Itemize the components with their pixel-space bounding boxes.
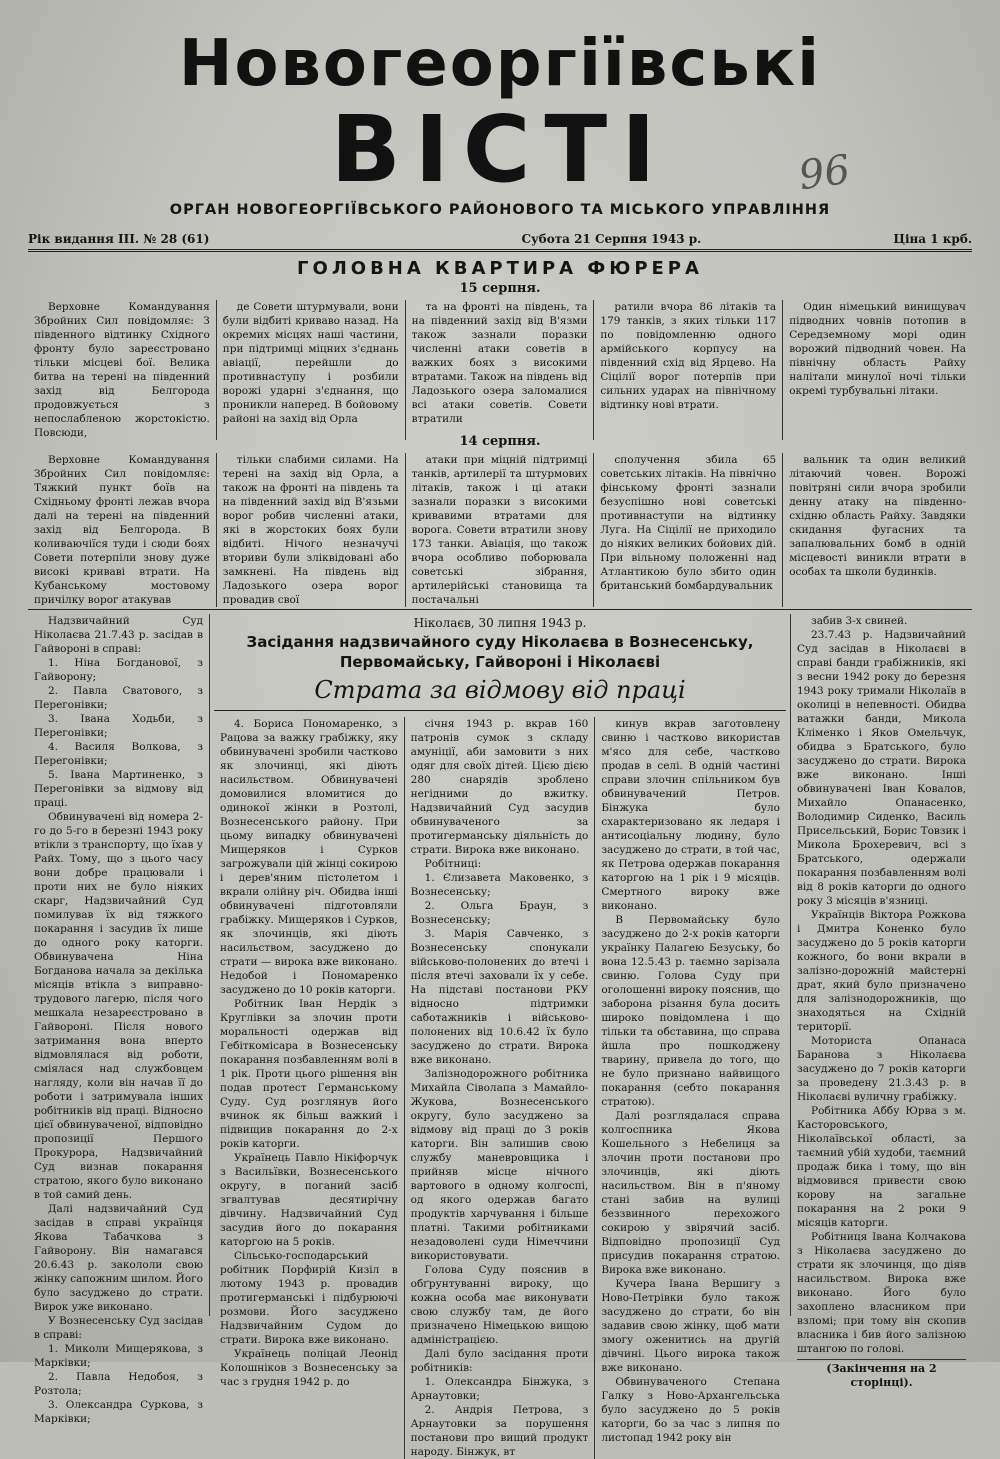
hq-title: ГОЛОВНА КВАРТИРА ФЮРЕРА (297, 258, 703, 279)
court-section (28, 614, 972, 1458)
hq-column: вальник та один великий літаючий човен. Ворожі повітряні сили вчора зробили денну атаку на південно-східню область Райху. Завдяки скидання фугасних та запалювальних бомб в одній місцевості виникли втрати в особах та школи будинків. (789, 454, 966, 578)
hq-date-2: 14 серпня. (459, 434, 541, 449)
handwritten-number: 96 (796, 146, 853, 200)
hq-column: Верховне Командування Збройних Сил повідомляє: Тяжкий пункт боїв на Східньому фронті лежав вчора далі на терені на південний захід від Белгорода. В коливаючіїся туди і сюди боях Совети потерпіли знову дуже високі криваві втрати. На Кубанському мостовому причілку ворог атакував (28, 453, 217, 607)
hq-block-1 (28, 300, 972, 439)
court-center (210, 614, 790, 1458)
court-title: Засідання надзвичайного суду Ніколаєва в Вознесенську, Первомайську, Гайвороні і Ніколаєві (246, 633, 754, 671)
issue-price: Ціна 1 крб. (893, 232, 972, 246)
court-right-column: забив 3-х свиней. 23.7.43 р. Надзвичайний Суд засідав в Ніколаєві в справі банди грабіжників, які з весни 1942 року до березня 1943 року тримали Ніколаїв в околиці в непевності. Обидва ватажки банди, Микола Кліменко і Яков Омельчук, обидва з Братського, було засуджено до страти. Вирока вже виконано. Інші обвинувачені Іван Ковалов, Михайло Опанасенко, Володимир Сиденко, Василь Присельський, Борис Товзик і Микола Брохеревич, всі з Братського, одержали покарання позбавленням волі від 8 років каторги до одного року 3 місяців в'язниці. Українців Віктора Рожкова і Дмитра Коненко було засуджено до 5 років каторги кожного, бо вони вкрали в залізно-дорожній майстерні драт, який було призначено для залізнодорожників, що знаходяться на Східній території. Моториста Опанаса Баранова з Ніколаєва засуджено до 7 років каторги за проведену 21.3.43 р. в Ніколаєві вуличну грабіжку. Робітника Аббу Юрва з м. Касторовського, Ніколаївської області, за таємний убій худоби, таємний продаж бика і тому, що він відмовився привести свою корову на загальне покарання на 2 роки 9 місяців каторги. Робітниця Івана Колчакова з Ніколаєва засуджено до страти як злочинця, що діяв насильством. Вирока вже виконано. Його було захоплено власником при взломі; при тому він скопив власника і бив його залізною штангою по голові. (Закінчення на 2 сторінці). (790, 614, 972, 1316)
masthead-title: ВІСТІ (330, 96, 670, 203)
court-subtitle: Страта за відмову від праці (214, 676, 786, 711)
court-place-date: Ніколаєв, 30 липня 1943 р. (413, 616, 587, 630)
hq-column: де Совети штурмували, вони були відбиті криваво назад. На окремих місцях наші частини, при підтримці міцних з'єднань авіації, перейшли до противнаступу і розбили ворожі ударні з'єднання, що проникли наперед. В бойовому районі на захід від Орла (217, 300, 406, 440)
court-column: 4. Бориса Пономаренко, з Рацова за важку грабіжку, яку обвинувачені зробили частково як злочинці, які діють насильством. Обвинувачені домовилися вломитися до одинокої жінки в Розтолі, Вознесенського району. При цьому випадку обвинувачені Мищеряков і Сурков загрожували цій жінці сокирою і дерев'яним пістолетом і вкрали олійну річ. Обидва інші обвинувачені підготовляли грабіжку. Мищеряков і Сурков, як злочинців, які діють насильством, засуджено до страти — вирока вже виконано. Недобой і Пономаренко засуджено до 10 років каторги. Робітник Іван Нердік з Круглівки за злочин проти моральності одержав від Гебіткомісара в Вознесенську покарання позбавленням волі в 1 рік. Проти цього рішення він подав протест Германському Суду. Суд розглянув його вчинок як більш важкий і підвищив покарання до 2-х років каторги. Українець Павло Нікіфорчук з Васильївки, Вознесенського округу, в поганий засіб згвалтував десятирічну дівчину. Надзвичайний Суд засудив його до покарання каторгою на 5 років. Сільсько-господарський робітник Порфирій Кизіл в лютому 1943 р. провадив протигерманські і підбурюючі розмови. Його засуджено Надзвичайним Судом до страти. Вирока вже виконано. Українець поліцай Леонід Колошніков з Вознесенську за час з грудня 1942 р. до (214, 717, 405, 1459)
court-column: кинув вкрав заготовлену свиню і частково використав м'ясо для себе, частково продав в селі. В одній частині справи злочин спільником був обвинувачений Петров. Бінжука було схарактеризовано як ледаря і антисоціальну людину, було засуджено до страти, в той час, як Петрова одержав покарання каторгою на 1 рік і 9 місяців. Смертного вироку вже виконано. В Первомайську було засуджено до 2-х років каторги українку Палагею Безуську, бо вона 12.5.43 р. таємно зарізала свиню. Голова Суду при оголошенні вироку пояснив, що заборона різання була досить широко повідомлена і що тільки та обставина, що справа йшла про пошкоджену тварину, привела до того, що не було признано найвищого покарання (себто покарання стратою). Далі розглядалася справа колгоспника Якова Кошельного з Небелиця за злочин проти постанови про злочинців, які діють насильством. Він в п'яному стані забив на вулиці беззвинного перехожого сокирою у звірячий засіб. Відповідно пропозиції Суд присудив покарання стратою. Вирока вже виконано. Кучера Івана Вершигу з Ново-Петрівки було також засуджено до страти, бо він задавив свою жінку, щоб мати змогу оженитись на другій дівчині. Цього вирока також вже виконано. Обвинуваченого Степана Галку з Ново-Архангельська було засуджено до 5 років каторги, бо за час з липня по листопад 1942 року він (601, 718, 780, 1444)
court-column: січня 1943 р. вкрав 160 патронів сумок з складу амуніції, аби замовити з них одяг для своїх дітей. Цією дією 280 снарядів зроблено негідними до вжитку. Надзвичайний Суд засудив обвинуваченого за протигерманську діяльність до страти. Вирока вже виконано. Робітниці: 1. Єлизавета Маковенко, з Вознесенську; 2. Ольга Браун, з Вознесенську; 3. Марія Савченко, з Вознесенську спонукали військово-полонених до втечі і після втечі заховали їх у себе. На підставі постанови РКУ відносно підтримки саботажників і військово-полонених від 10.6.42 їх було засуджено до страти. Вирока вже виконано. Залізнодорожного робітника Михайла Сіволапа з Мамайло-Жукова, Вознесенського округу, було засуджено за відмову від праці до 3 років каторги. Він залишив свою службу маневровщика і прийняв місце нічного вартового в одному колгоспі, од якого одержав багато продуктів харчування і більше платні. Такими робітниками незадоволені суди Німеччини використовувати. Голова Суду пояснив в обґрунтуванні вироку, що кожна особа має виконувати свою службу там, де його призначено Німецькою вищою адміністрацією. Далі було засідання проти робітників: 1. Олександра Бінжука, з Арнаутовки; 2. Андрія Петрова, з Арнаутовки за порушення постанови про вищий продукт народу. Бінжук, вт (405, 717, 596, 1459)
hq-column: тільки слабими силами. На терені на захід від Орла, а також на фронті на південь та на південний захід від В'язьми ворог робив численні атаки, які в жорстоких боях були відбиті. Нічого незначучі вториви були зліквідовані або замкнені. На південь від Ладозького озера ворог провадив свої (217, 453, 406, 607)
court-inner-columns (214, 717, 786, 1458)
hq-column: атаки при міцній підтримці танків, артилерії та штурмових літаків, також і ці атаки зазнали поразки з високими кривавими втратами для ворога. Совети втратили знову 173 танки. Авіація, що також вчора особливо поборювала советські зібрання, артилерійські становища та постачальні (406, 453, 595, 607)
hq-column: сполучення збила 65 советських літаків. На північно фінському фронті зазнали безуспішно нові советські противнаступи на відтинку Луга. На Сіцілії не приходило до ніяких великих бойових дій. При вільному положенні над Атлантикою було збито один британський бомбардувальник (594, 453, 783, 607)
issue-number: Рік видання III. № 28 (61) (28, 232, 210, 246)
masthead-line1: Новогеоргіївські (178, 27, 822, 101)
masthead-subtitle: ОРГАН НОВОГЕОРГІЇВСЬКОГО РАЙОНОВОГО ТА МІСЬКОГО УПРАВЛІННЯ (169, 202, 831, 218)
hq-date-1: 15 серпня. (459, 281, 541, 296)
continued-note: (Закінчення на 2 сторінці). (797, 1359, 966, 1390)
issue-line (28, 224, 972, 252)
section-divider (28, 609, 972, 610)
hq-column: Верховне Командування Збройних Сил повідомляє: З південного відтинку Східного фронту було зареєстровано тільки місцеві бої. Велика битва на терені на південний захід від Белгорода продовжується з непослабленою жорстокістю. Повсюди, (28, 300, 217, 440)
hq-column: Один німецький винищувач підводних човнів потопив в Середземному морі один ворожий підводний човен. На північну область Райху налітали минулої ночі тільки окремі турбувальні літаки. (789, 301, 966, 397)
issue-date: Субота 21 Серпня 1943 р. (521, 232, 702, 246)
hq-block-2 (28, 453, 972, 606)
hq-column: ратили вчора 86 літаків та 179 танків, з яких тільки 117 по повідомленню одного армійського корпусу на південний схід від Ярцево. На Сіцілії ворог потерпів при сильних ударах на північному відтинку нові втрати. (594, 300, 783, 440)
hq-column: та на фронті на південь, та на південний захід від В'язми також зазнали поразки численні атаки советів в важких боях з високими втратами. Також на південь від Ладозького озера заломалися всі атаки советів. Совети втратили (406, 300, 595, 440)
court-left-column: Надзвичайний Суд Ніколаєва 21.7.43 р. засідав в Гайвороні в справі: 1. Ніна Богданової, з Гайворону; 2. Павла Сватового, з Перегонівки; 3. Івана Ходьби, з Перегонівки; 4. Василя Волкова, з Перегонівки; 5. Івана Мартиненко, з Перегонівки за відмову від праці. Обвинувачені від номера 2-го до 5-го в березні 1943 року втікли з транспорту, що їхав у Райх. Тому, що з цього часу вони добре працювали і проти них не було ніяких скарг, Надзвичайний Суд помилував їх від тяжкого покарання і засудив їх лише до одного року каторги. Обвинувачена Ніна Богданова начала за декілька місяців втікла з виправно-трудового лагерю, після чого мешкала незареєстровано в Гайвороні. Після нового затримання вона вперто відмовлялася від роботи, сміялася над службовцем нагляду, коли він начав її до роботи і затримувала інших робітників від праці. Відносно цієї обвинуваченої, відповідно пропозиції Першого Прокурора, Надзвичайний Суд визнав покарання стратою, якого було виконано в той самий день. Далі надзвичайний Суд засідав в справі українця Якова Табачкова з Гайворону. Він намагався 20.6.43 р. закололи свою жінку сапожним шилом. Його було засуджено до страти. Вирок уже виконано. У Вознесенську Суд засідав в справі: 1. Миколи Мищерякова, з Марківки; 2. Павла Недобоя, з Розтола; 3. Олександра Суркова, з Марківки; (28, 614, 210, 1316)
